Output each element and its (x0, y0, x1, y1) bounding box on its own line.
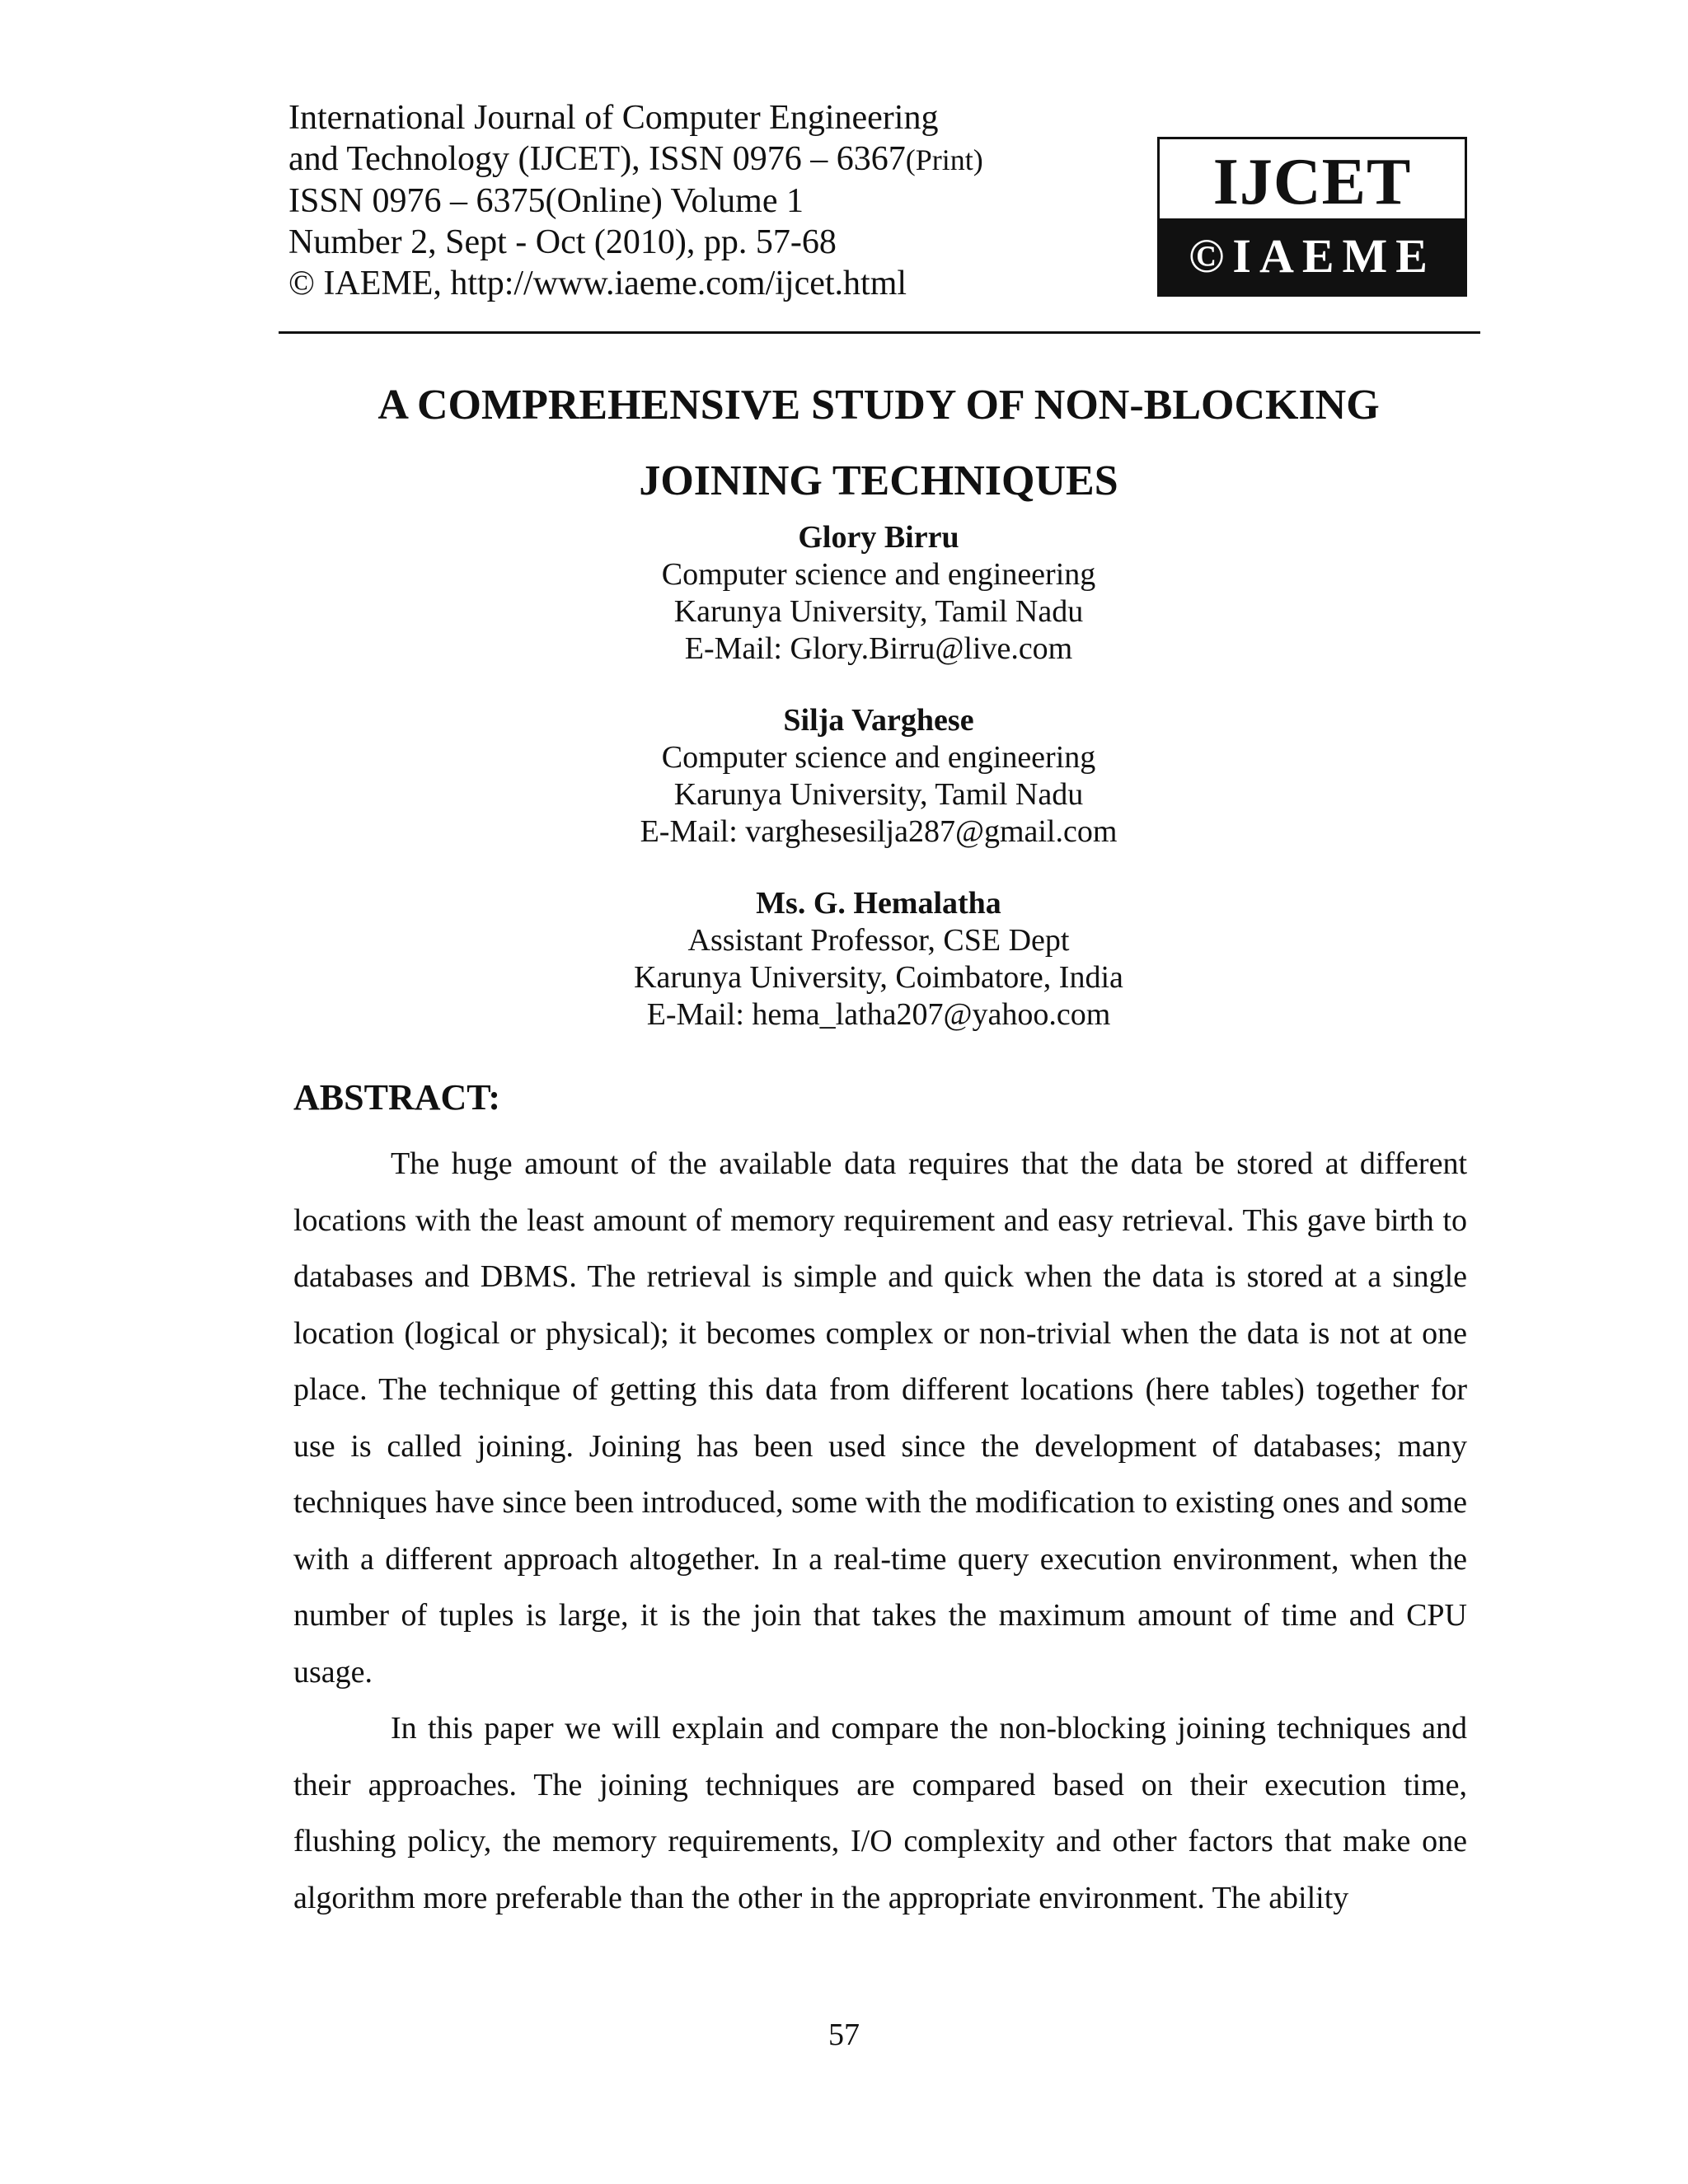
page-number: 57 (828, 2018, 860, 2052)
journal-info (288, 97, 1129, 304)
author-name: Silja Varghese (783, 703, 974, 738)
ijcet-logo (1157, 137, 1467, 297)
author-dept: Computer science and engineering (661, 740, 1096, 775)
title-line-1: A COMPREHENSIVE STUDY OF NON-BLOCKING (377, 382, 1380, 429)
author-email: E-Mail: hema_latha207@yahoo.com (646, 997, 1111, 1032)
author-block (288, 885, 1469, 1033)
author-name: Ms. G. Hemalatha (756, 886, 1001, 921)
abstract-paragraph-2: In this paper we will explain and compare the non-blocking joining techniques and their approaches. The joining techniques are compared based on their execution time, flushing policy, the memory requirements, I/O complexity and other factors that make one algorithm more preferable than the other in the appropriate environment. The ability (293, 1711, 1467, 1915)
title-line-2: JOINING TECHNIQUES (639, 457, 1118, 504)
logo-bottom-text: ©IAEME (1160, 218, 1465, 294)
author-list (288, 519, 1469, 1068)
abstract-body (293, 1136, 1467, 1926)
author-block (288, 702, 1469, 851)
author-dept: Assistant Professor, CSE Dept (687, 923, 1070, 958)
logo-top-text: IJCET (1212, 146, 1412, 218)
journal-line-2-text: and Technology (IJCET), ISSN 0976 – 6367 (288, 140, 906, 178)
author-email: E-Mail: Glory.Birru@live.com (684, 631, 1073, 666)
paper-title (288, 368, 1469, 519)
abstract-paragraph-1: The huge amount of the available data requires that the data be stored at different locations with the least amount of memory requirement and easy retrieval. This gave birth to databases and DBMS. The retrieval is simple and quick when the data is stored at a single location (logical or physical); it becomes complex or non-trivial when the data is not at one place. The technique of getting this data from different locations (here tables) together for use is called joining. Joining has been used since the development of databases; many techniques have since been introduced, some with the modification to existing ones and some with a different approach altogether. In a real-time query execution environment, when the number of tuples is large, it is the join that takes the maximum amount of time and CPU usage. (293, 1146, 1467, 1690)
author-dept: Computer science and engineering (661, 557, 1096, 592)
abstract-heading: ABSTRACT: (293, 1077, 501, 1118)
journal-line-1: International Journal of Computer Engineering (288, 99, 939, 137)
journal-line-2 (288, 138, 1129, 180)
journal-line-5: © IAEME, http://www.iaeme.com/ijcet.html (288, 265, 907, 302)
author-email: E-Mail: varghesesilja287@gmail.com (640, 814, 1118, 849)
journal-line-4: Number 2, Sept - Oct (2010), pp. 57-68 (288, 223, 837, 261)
print-suffix: (Print) (905, 143, 983, 176)
author-affiliation: Karunya University, Coimbatore, India (634, 960, 1123, 995)
author-name: Glory Birru (798, 520, 959, 555)
author-affiliation: Karunya University, Tamil Nadu (673, 594, 1084, 629)
journal-line-3: ISSN 0976 – 6375(Online) Volume 1 (288, 182, 804, 220)
author-block (288, 519, 1469, 668)
author-affiliation: Karunya University, Tamil Nadu (673, 777, 1084, 812)
header-divider (279, 331, 1480, 334)
